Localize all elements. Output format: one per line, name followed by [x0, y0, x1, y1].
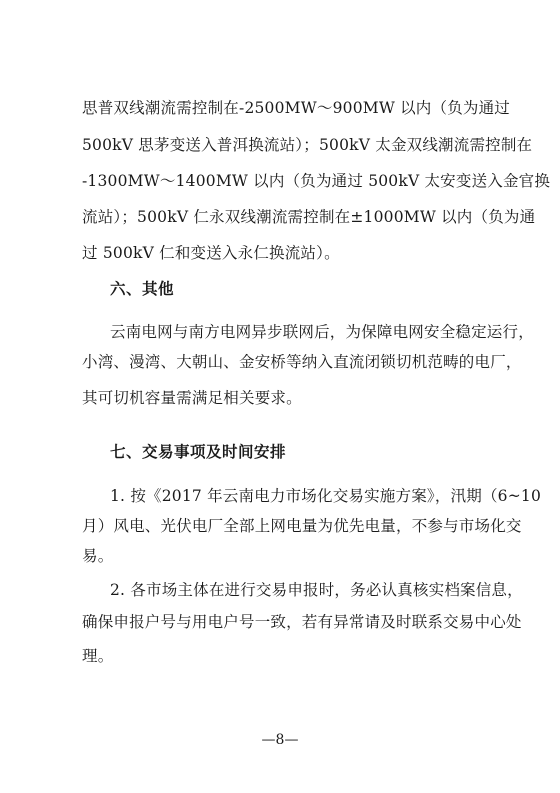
list-item-line: 2. 各市场主体在进行交易申报时，务必认真核实档案信息，: [110, 581, 523, 599]
body-line: 500kV 思茅变送入普洱换流站）；500kV 太金双线潮流需控制在: [82, 136, 533, 154]
body-line: 其可切机容量需满足相关要求。: [82, 389, 302, 407]
list-item-line: 1. 按《2017 年云南电力市场化交易实施方案》，汛期（6~10: [110, 487, 542, 505]
section-heading: 六、其他: [110, 280, 175, 298]
list-item-line: 易。: [82, 547, 114, 565]
list-item-line: 月）风电、光伏电厂全部上网电量为优先电量，不参与市场化交: [82, 517, 522, 535]
list-item-line: 理。: [82, 647, 114, 665]
body-line: 流站）；500kV 仁永双线潮流需控制在±1000MW 以内（负为通: [82, 208, 536, 226]
body-line: 过 500kV 仁和变送入永仁换流站）。: [82, 244, 340, 262]
page-number: —8—: [261, 732, 299, 748]
list-item-line: 确保申报户号与用电户号一致，若有异常请及时联系交易中心处: [82, 613, 522, 631]
body-line: -1300MW～1400MW 以内（负为通过 500kV 太安变送入金官换: [82, 172, 551, 190]
body-line: 云南电网与南方电网异步联网后，为保障电网安全稳定运行，: [110, 323, 534, 341]
body-line: 小湾、漫湾、大朝山、金安桥等纳入直流闭锁切机范畴的电厂，: [82, 353, 522, 371]
section-heading: 七、交易事项及时间安排: [110, 443, 287, 461]
body-line: 思普双线潮流需控制在-2500MW～900MW 以内（负为通过: [82, 99, 511, 117]
